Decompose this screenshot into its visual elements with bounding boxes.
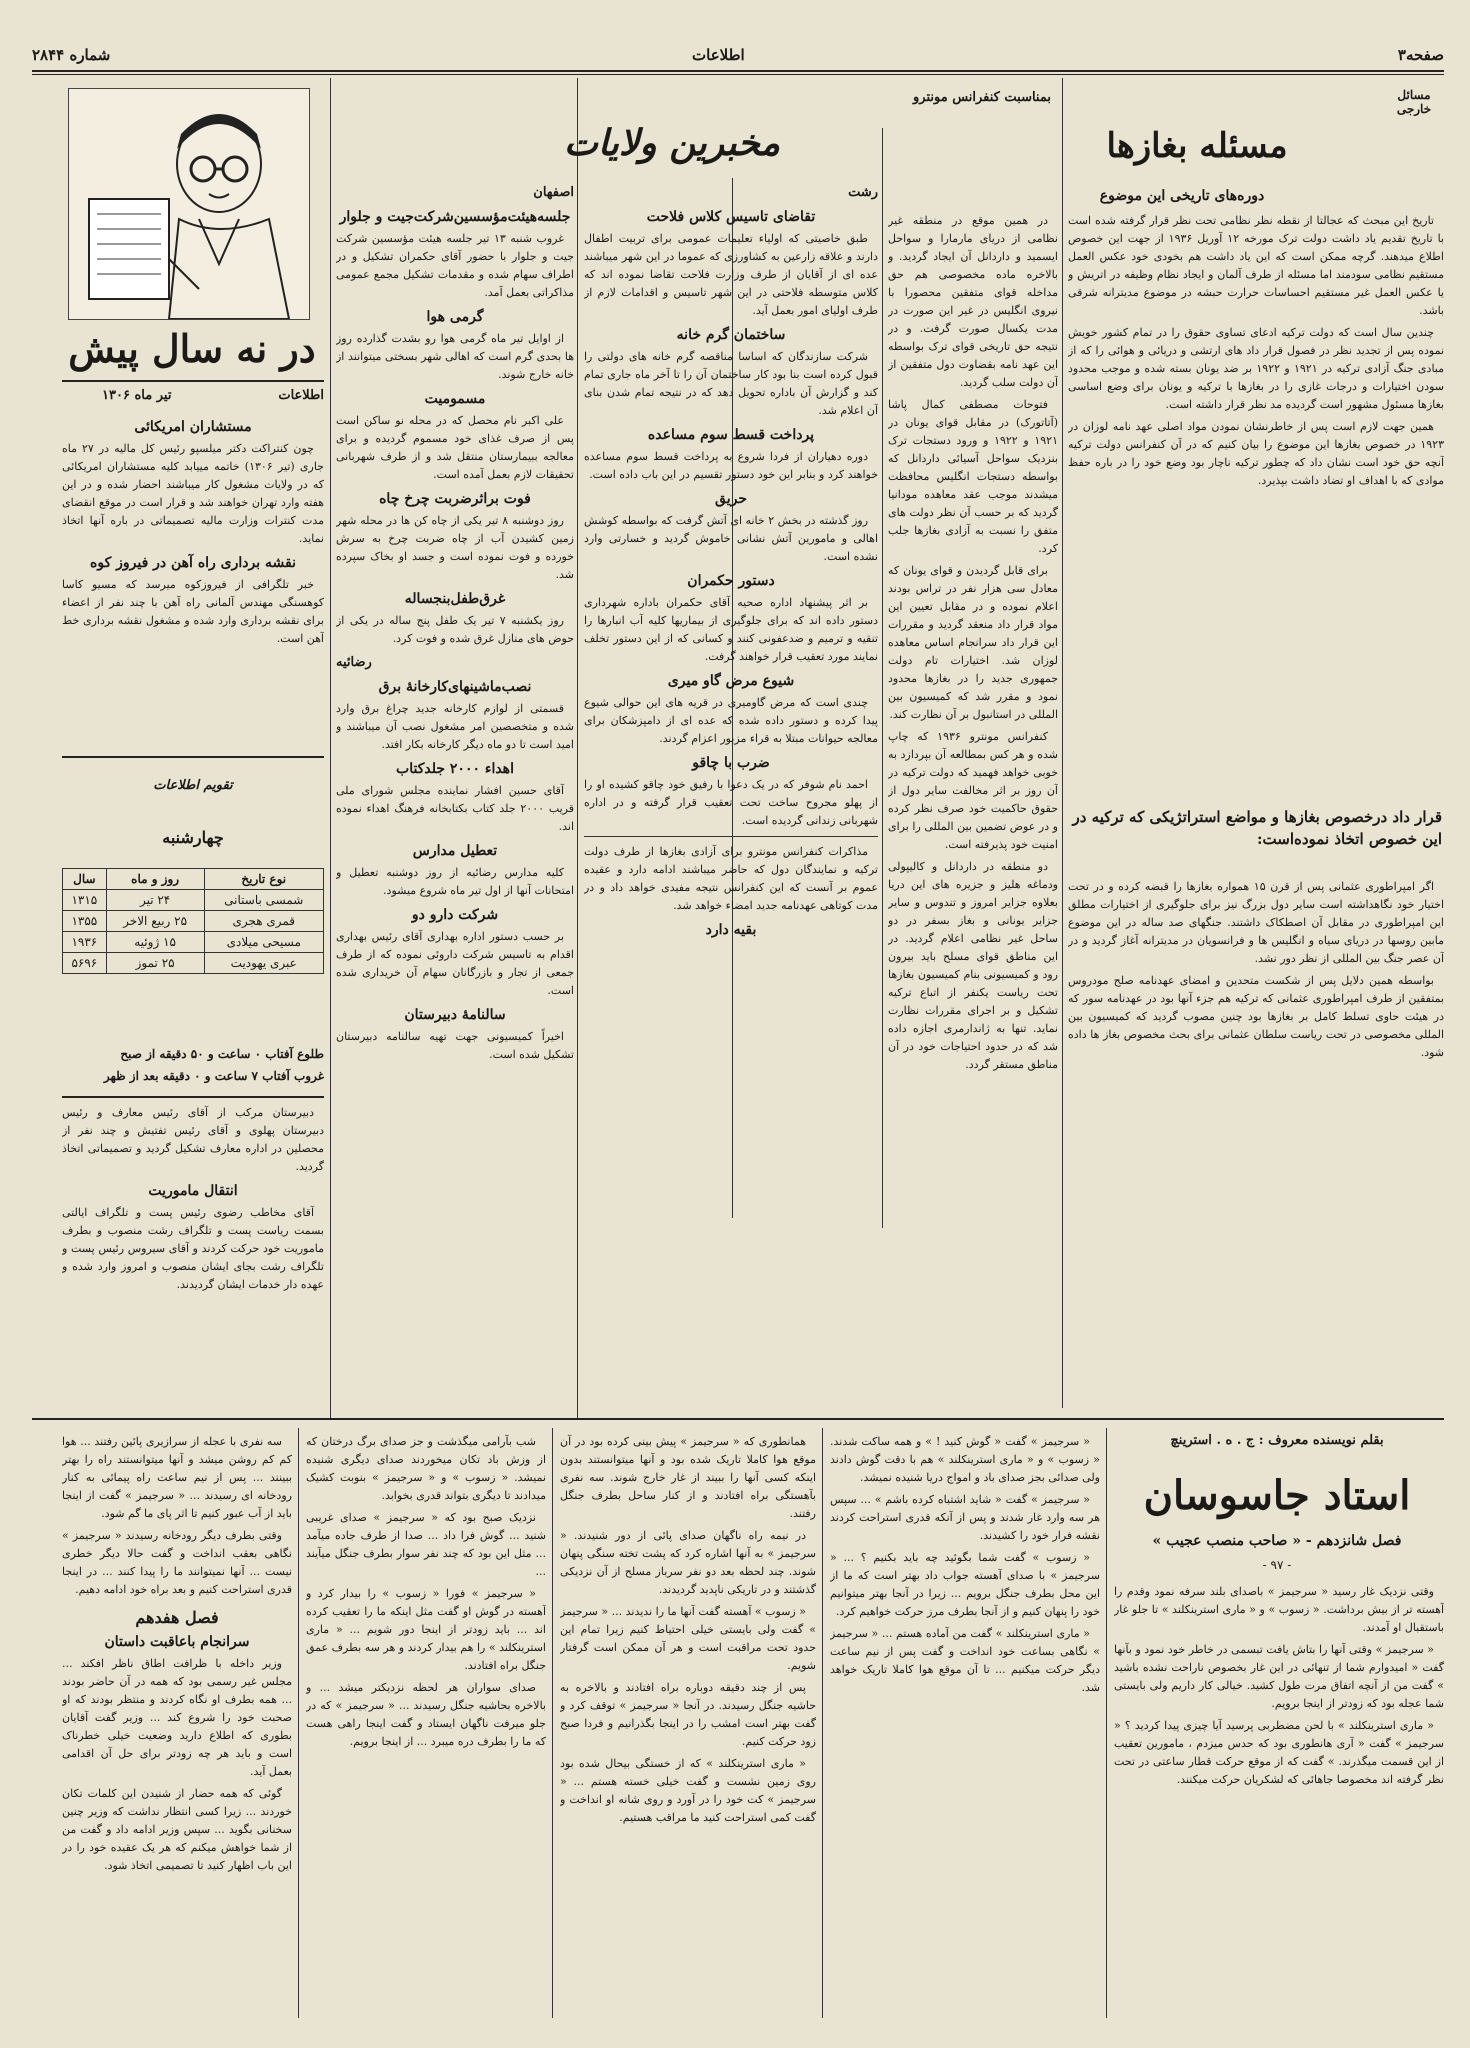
col-rule — [882, 128, 883, 1228]
paragraph: خبر تلگرافی از فیروزکوه میرسد که مسیو کاسا کوهسنگی مهندس آلمانی راه آهن با چند نفر از اعضاء برای نقشه برداری وارد شده و مشغول نقشه برداری خط آهن است. — [62, 578, 324, 645]
paragraph: آقای مخاطب رضوی رئیس پست و تلگراف ایالتی بسمت ریاست پست و تلگراف رشت منصوب و بطرف ماموریت خود حرکت کردند و آقای سیروس رئیس پست و تلگراف رشت بجای ایشان منصوب و امروز وارد شده و عهده دار خدمات ایشان گردیدند. — [62, 1206, 324, 1291]
table-row — [63, 911, 324, 932]
header-rule — [32, 70, 1444, 72]
city-heading: اصفهان — [533, 185, 574, 200]
news-heading: دستور حکمران — [687, 573, 775, 589]
paragraph: اخیراً کمیسیونی جهت تهیه سالنامه دبیرستان تشکیل شده است. — [336, 1030, 574, 1061]
news-heading: مستشاران امریکائی — [134, 419, 252, 435]
calendar-table-wrap — [62, 868, 324, 974]
paragraph: پس از چند دقیقه دوباره براه افتادند و بالاخره به حاشیه جنگل رسیدند. در آنجا « سرجیمز » توقف کرد و گفت بهتر است امشب را در اینجا بگذرانیم و فردا صبح زود حرکت کنیم. — [560, 1681, 816, 1748]
foreign-col-2 — [888, 212, 1058, 1402]
sunset-time: غروب آفتاب ۷ ساعت و ۰ دقیقه بعد از ظهر — [103, 1069, 324, 1083]
paragraph: آقای حسین افشار نماینده مجلس شورای ملی قریب ۲۰۰۰ جلد کتاب بکتابخانه فرهنگ اهداء نموده اند. — [336, 784, 574, 833]
man-reading-newspaper-icon — [69, 89, 309, 319]
past-date: تیر ماه ۱۳۰۶ — [102, 388, 172, 403]
table-header: سال — [63, 869, 107, 890]
news-heading: نصب‌ماشینهای‌کارخانهٔ برق — [378, 679, 532, 695]
table-cell: ۲۵ تموز — [106, 953, 204, 974]
paragraph: « سرجیمز » گفت « گوش کنید ! » و همه ساکت شدند. « زسوب » و « ماری استرینکلند » هم با دقت گوش دادند ولی صدائی بجز صدای باد و امواج دریا شنیده نمیشد. — [830, 1435, 1100, 1484]
news-heading: سالنامهٔ دبیرستان — [404, 1007, 506, 1023]
news-heading: شیوع مرض گاو میری — [667, 673, 795, 689]
news-heading: فوت براثرضربت چرخ چاه — [379, 491, 531, 507]
paragraph: علی اکبر نام محصل که در محله نو ساکن است پس از صرف غذای خود مسموم گردیده و برای معالجه ببیمارستان منتقل شد و از طرف شهربانی تحقیقات لازم بعمل آمده است. — [336, 414, 574, 481]
paragraph: کلیه مدارس رضائیه از روز دوشنبه تعطیل و امتحانات آنها از اول تیر ماه شروع میشود. — [336, 866, 574, 897]
paragraph: در نیمه راه ناگهان صدای پائی از دور شنیدند. « سرجیمز » به آنها اشاره کرد که پشت تخته سنگی پنهان شوند. چند لحظه بعد دو نفر سرباز مسلح از آن نزدیکی گذشتند و در تاریکی ناپدید گردیدند. — [560, 1529, 816, 1596]
table-row — [63, 953, 324, 974]
news-heading: انتقال ماموریت — [148, 1183, 238, 1199]
chapter-subheading: سرانجام باعاقبت داستان — [104, 1634, 250, 1650]
paragraph: گوئی که همه حضار از شنیدن این کلمات تکان خوردند ... زیرا کسی انتظار نداشت که وزیر چنین سخنانی بگوید ... سپس وزیر ادامه داد و گفت من از شما خواهش میکنم که هر یک عقیده خود را در این باب اظهار کنید تا تصمیمی اتخاذ شود. — [62, 1787, 292, 1872]
story-title: استاد جاسوسان — [1143, 1472, 1411, 1519]
foreign-subtitle: دوره‌های تاریخی این موضوع — [1099, 188, 1265, 204]
paragraph: غروب شنبه ۱۳ تیر جلسه هیئت مؤسسین شرکت جیت و جلوار با حضور آقای حکمران تشکیل و در اطراف سهام شده و مقدمات تشکیل مجمع عمومی مذاکراتی بعمل آمد. — [336, 232, 574, 299]
col-rule — [330, 78, 331, 1418]
issue-number: شماره ۲۸۴۴ — [32, 46, 111, 64]
sun-times — [62, 1043, 324, 1087]
news-heading: اهداء ۲۰۰۰ جلدکتاب — [396, 761, 514, 777]
weekday: چهارشنبه — [162, 828, 224, 847]
paragraph: برای قابل گردیدن و قوای یونان که معادل سی هزار نفر در تراس بودند اعلام نموده و در مقابل تعیین این مواد قرار داد منعقد گردید و مقررات این قرار داد سرانجام اساس معاهده لوزان شد. اختیارات تام دولت جمهوری جدید را در بغازها محدود نمود و مقرر شد که کمیسیون بین المللی در استانبول بر آن نظارت کند. — [888, 564, 1058, 721]
news-heading: نقشه برداری راه آهن در فیروز کوه — [90, 555, 296, 571]
foreign-title: مسئله بغازها — [1106, 126, 1288, 166]
paragraph: نزدیک صبح بود که « سرجیمز » صدای غریبی شنید ... گوش فرا داد ... صدا از طرف جاده میآمد ... مثل این بود که چند نفر سوار بطرف جنگل میآیند ... — [306, 1511, 546, 1578]
table-cell: ۱۵ ژوئیه — [106, 932, 204, 953]
table-cell: ۲۴ تیر — [106, 890, 204, 911]
story-col-5 — [62, 1433, 292, 2018]
news-heading: تقاضای تاسیس کلاس فلاحت — [646, 209, 816, 225]
foreign-kicker: بمناسبت کنفرانس مونترو — [913, 90, 1051, 105]
paragraph: شرکت سازندگان که اساسا مناقصه گرم خانه های دولتی را قبول کرده است بنا بود کار ساختمان آن را تا آخر ماه جاری تمام کند و گزارش آن باداره تحویل دهد که در نتیجه تمام شدن بنای آن اعلام شد. — [584, 350, 878, 417]
paragraph: کنفرانس مونترو ۱۹۳۶ که چاپ شده و هر کس بمطالعه آن بپردازد به خوبی خواهد فهمید که دولت ترکیه در آن روز بر اثر مخالفت سایر دول از حقوق حاکمیت خود صرف نظر کرده و در عوض تضمین بین المللی را برای امنیت خود پذیرفته است. — [888, 730, 1058, 851]
col-rule — [577, 78, 578, 1418]
paragraph: « ماری استرینکلند » گفت من آماده هستم ... « سرجیمز » نگاهی بساعت خود انداخت و گفت پس از نیم ساعت دیگر حرکت میکنیم ... تا آن موقع هوا کاملا تاریک خواهد شد. — [830, 1627, 1100, 1694]
paragraph: بر حسب دستور اداره بهداری آقای رئیس بهداری اقدام به تاسیس شرکت داروئی نموده که از طرف جمعی از تجار و بازرگانان سهام آن خریداری شده است. — [336, 930, 574, 997]
sunrise-time: طلوع آفتاب ۰ ساعت و ۵۰ دقیقه از صبح — [120, 1047, 324, 1061]
divider — [62, 380, 324, 382]
isfahan-column — [336, 178, 574, 1408]
news-heading: ضرب با چاقو — [692, 755, 770, 771]
calendar-table — [62, 868, 324, 974]
rasht-column — [584, 178, 878, 1408]
paragraph: بواسطه همین دلایل پس از شکست متحدین و امضای عهدنامه صلح مودروس بمتفقین از طرف امپراطوری عثمانی که ترکیه هم جزء آنها بود در عهدنامه سور که در هیئت حاوی تسلط کامل بر بغازها بود چنین مصوب گردید که کمیسیون بین المللی مخصوصی در تحت ریاست سلطان عثمانی برای بحث مخصوص بغاز ها داده شود. — [1068, 974, 1444, 1059]
foreign-col-1 — [1068, 212, 1444, 802]
divider — [62, 756, 324, 758]
table-header: روز و ماه — [106, 869, 204, 890]
paragraph: وقتی بطرف دیگر رودخانه رسیدند « سرجیمز » نگاهی بعقب انداخت و گفت حالا دیگر خطری نیست ... آنها نمیتوانند ما را پیدا کنند ... در اینجا قدری استراحت کنیم و بعد براه خود ادامه دهیم. — [62, 1529, 292, 1596]
header-rule-thin — [32, 74, 1444, 75]
table-cell: ۱۳۵۵ — [63, 911, 107, 932]
paragraph: روز گذشته در بخش ۲ خانه ای آتش گرفت که بواسطه کوشش اهالی و مامورین آتش نشانی خاموش گردید و خسارتی وارد نشده است. — [584, 514, 878, 563]
paragraph: وزیر داخله با ظرافت اطاق ناظر افکند ... مجلس غیر رسمی بود که همه در آن حاضر بودند ... همه بطرف او نگاه کردند و منتظر بودند که او صحبت خود را شروع کند ... وزیر گفت آقایان بطوری که اطلاع دارید وضعیت خیلی خطرناک است و باید هر چه زودتر برای حل آن اقدامی بعمل آید. — [62, 1657, 292, 1778]
news-heading: جلسه‌هیئت‌مؤسسین‌شرکت‌جیت و جلوار — [339, 209, 571, 225]
past-dateline — [62, 388, 324, 408]
paragraph: « ماری استرینکلند » با لحن مضطربی پرسید آیا چیزی پیدا کردید ؟ « سرجیمز » گفت « آری هانطوری بود که حدس میزدم ، مامورین تعقیب از این قسمت میگذرند. » گفت که از موقع حرکت قطار ساعتی در تحت نظر گرفته اند مخصوصا جاهائی که لشکریان حرکت میکنند. — [1114, 1719, 1444, 1786]
foreign-section-label: مسائل خارجی — [1396, 88, 1432, 116]
table-row — [63, 890, 324, 911]
paragraph: « زسوب » آهسته گفت آنها ما را ندیدند ... « سرجیمز » گفت ولی بایستی خیلی احتیاط کنیم زیرا تمام این حدود تحت مراقبت است و هر آن ممکن است گرفتار شویم. — [560, 1605, 816, 1672]
paragraph: در همین موقع در منطقه غیر نظامی از دریای مارمارا و سواحل ایسمید و داردانل آن ایجاد گردید. و بالاخره ماده مخصوصی هم حق مداخله قوای متفقین محصورا با نیروی انگلیس در غیر این صورت در مدت یکسال صورت گرفت. و در نتیجه حق تاریخی قوای ترک بواسطه این عهد نامه بقضاوت دول متفقین از آن دولت سلب گردید. — [888, 214, 1058, 389]
col-rule — [298, 1428, 299, 2018]
story-rule — [32, 1418, 1444, 1420]
paragraph: چندی است که مرض گاومیری در قریه های این حوالی شیوع پیدا کرده و دستور داده شده که عده ای از دامپزشکان برای معالجه حیوانات مبتلا به قراء مزبور اعزام گردند. — [584, 696, 878, 745]
cartoon-illustration — [68, 88, 310, 320]
paragraph: روز دوشنبه ۸ تیر یکی از چاه کن ها در محله شهر زمین کشیدن آب از چاه ضربت چرخ به سرش خورده و فوت نموده است و جسد او بخاک سپرده شد. — [336, 514, 574, 581]
news-heading: تعطیل مدارس — [412, 843, 498, 859]
city-heading: رضائیه — [336, 655, 372, 670]
paragraph: سه نفری با عجله از سرازیری پائین رفتند ... هوا کم کم روشن میشد و آنها میتوانستند راه را بهتر ببینند ... پس از نیم ساعت راه پیمائی به کنار رودخانه ای رسیدند ... « سرجیمز » گفت از اینجا باید از آب عبور کنیم تا اثر پای ما گم شود. — [62, 1435, 292, 1520]
table-cell: ۲۵ ربیع الاخر — [106, 911, 204, 932]
col-rule — [1062, 78, 1063, 1408]
continued-label: بقیه دارد — [705, 922, 757, 938]
news-heading: پرداخت قسط سوم مساعده — [647, 427, 815, 443]
paragraph: « زسوب » گفت شما بگوئید چه باید بکنیم ؟ ... « سرجیمز » با صدای آهسته جواب داد بهتر است که ما از این محل بطرف جنگل برویم ... زیرا در آنجا بهتر میتوانیم خود را پنهان کنیم و از آنجا بطرف مرز حرکت خواهیم کرد. — [830, 1551, 1100, 1618]
news-heading: گرمی هوا — [426, 309, 484, 325]
table-row — [63, 932, 324, 953]
paragraph: قسمتی از لوازم کارخانه جدید چراغ برق وارد شده و متخصصین امر مشغول نصب آن میباشند و امید است تا دو ماه دیگر کارخانه بکار افتد. — [336, 702, 574, 751]
table-cell: ۱۳۱۵ — [63, 890, 107, 911]
paragraph: اگر امپراطوری عثمانی پس از قرن ۱۵ همواره بغازها را قبضه کرده و در تحت اختیار خود نگاهداشته است سایر دول بزرگ نیز برای جلوگیری از اختیارات مطلق این امپراطوری در مقابل آن اصطکاک داشتند. جنگهای صد ساله در این موضوع مابین روسها در دریای سیاه و انگلیس ها و فرانسویان در مدیترانه آغاز گردید و در آن عصر جنگ بین المللی از نظر دور نشد. — [1068, 880, 1444, 965]
paragraph: چندین سال است که دولت ترکیه ادعای تساوی حقوق را در تمام کشور خویش نموده پس از تجدید نظر در فصول قرار داد های ارتشی و دریائی و هوائی را که از مبادی جنگ آزادی ترکیه در ۱۹۲۱ و ۱۹۲۲ بر ضد یونان بسته شده و موجب محدود سودن اختیارات و درجات غازی را در بغازها با ترکیه و یونان برای وضع اساسی بغازها مسئول مشهور است گردیده مد نظر قرار داشته است. — [1068, 326, 1444, 411]
paper-name: اطلاعات — [692, 46, 745, 64]
col-rule — [552, 1428, 553, 2018]
news-heading: ساختمان گرم خانه — [676, 327, 786, 343]
divider — [62, 1096, 324, 1098]
paragraph: احمد نام شوفر که در یک دعوا با رفیق خود چاقو کشیده او را از پهلو مجروح ساخت تحت تعقیب قرار گرفته و در اداره شهربانی زندانی گردیده است. — [584, 778, 878, 827]
paragraph: صدای سواران هر لحظه نزدیکتر میشد ... و بالاخره بحاشیه جنگل رسیدند ... « سرجیمز » که در جلو میرفت ناگهان ایستاد و گفت اینجا راهی هست که ما را بطرف دره میبرد ... از اینجا برویم. — [306, 1681, 546, 1748]
divider — [584, 836, 878, 837]
story-author: بقلم نویسنده معروف : ج . ه . استرینچ — [1170, 1433, 1384, 1448]
col-rule — [1106, 1428, 1107, 2018]
chapter-heading: فصل هفدهم — [135, 1608, 219, 1627]
page-number: صفحه۳ — [1397, 46, 1444, 64]
paragraph: همانطوری که « سرجیمز » پیش بینی کرده بود در آن موقع هوا کاملا تاریک شده بود و آنها میتوانستند بدون اینکه کسی آنها را ببیند از غار خارج شوند. سه نفری بآهستگی براه افتادند و از کنار ساحل بطرف جنگل رفتند. — [560, 1435, 816, 1520]
table-cell: ۵۶۹۶ — [63, 953, 107, 974]
paragraph: مذاکرات کنفرانس مونترو برای آزادی بغازها از طرف دولت ترکیه و نمایندگان دول که حاضر میباشند ادامه دارد و عقیده عموم بر آنست که این کنفرانس نتیجه مفیدی خواهد داد و در مدت کوتاهی عهدنامه جدید امضاء خواهد شد. — [584, 845, 878, 912]
foreign-subhead: قرار داد درخصوص بغازها و مواضع استراتژیکی که ترکیه در این خصوص اتخاذ نموده‌است: — [1072, 808, 1442, 848]
story-col-4 — [306, 1433, 546, 2018]
paragraph: فتوحات مصطفی کمال پاشا (آتاتورک) در مقابل قوای یونان در ۱۹۲۱ و ۱۹۲۲ و ورود دستجات ترک بنزدیک سواحل آسیائی داردانل که بواسطه دستجات انگلیس محافظت میشدند موجب عقد معاهده مودانیا گردید که بر حسب آن نظر دولت های متفق را نسبت به آزادی بغازها جلب کرد. — [888, 398, 1058, 555]
story-chapter: فصل شانزدهم - « صاحب منصب عجیب » — [1152, 1533, 1402, 1549]
paragraph: « ماری استرینکلند » که از خستگی بیحال شده بود روی زمین نشست و گفت خیلی خسته هستم ... « سرجیمز » کت خود را در آورد و روی شانه او انداخت و گفت کمی استراحت کنید ما مراقب هستیم. — [560, 1757, 816, 1824]
paragraph: دو منطقه در داردانل و کالیپولی ودماغه هلیز و جزیره های این دریا بعلاوه جزایر امروز و تندوس و سایر جزایر یونانی و بغاز بسفر در دو ساحل غیر نظامی اعلام گردید. در این مناطق قوای مسلح باید بیرون رود و کمیسیونی بنام کمیسیون بغازها تحت ریاست یکنفر از اتباع ترکیه تشکیل و بر اجرای مقررات نظارت نماید. تنها به ژاندارمری اجازه داده شد که در حدود احتیاجات خود در آن مناطق مستقر گردد. — [888, 860, 1058, 1071]
table-cell: عبری یهودیت — [204, 953, 324, 974]
past-paper: اطلاعات — [278, 388, 324, 403]
past-column — [62, 412, 324, 752]
city-heading: رشت — [848, 185, 878, 200]
paragraph: « سرجیمز » فورا « زسوب » را بیدار کرد و آهسته در گوش او گفت مثل اینکه ما را تعقیب کرده اند ... باید زودتر از اینجا دور شویم ... « ماری استرینکلند » را هم بیدار کردند و هر سه بطرف عمق جنگل براه افتادند. — [306, 1587, 546, 1672]
page-header — [32, 28, 1444, 72]
story-col-1 — [1114, 1583, 1444, 2018]
left-news-column — [62, 1104, 324, 1414]
paragraph: « سرجیمز » وقتی آنها را بتاش یافت تبسمی در خاطر خود نمود و بآنها گفت « امیدوارم شما از تنهائی در این غار بخصوص ناراحت نشده باشید » گفت من از آنچه اتفاق مرت طول کشید. خیالی کار داریم ولی بایستی شما عجله بود که زودتر از اینجا برویم. — [1114, 1643, 1444, 1710]
paragraph: همین جهت لازم است پس از خاطرنشان نمودن مواد اصلی عهد نامه لوزان در ۱۹۲۳ در خصوص بغازها این موضوع را بیان کنیم که در آن کنفرانس دولت ترکیه آنچه حق خود است نشان داد که چطور ترکیه ناچار بود وضع خود را در باره حفظ موادی که با اهداف او تضاد داشت بپذیرد. — [1068, 420, 1444, 487]
story-number: - ۹۷ - — [1262, 1558, 1292, 1572]
provinces-title: مخبرین ولایات — [564, 122, 780, 164]
table-cell: قمری هجری — [204, 911, 324, 932]
calendar-title: تقویم اطلاعات — [153, 778, 233, 793]
paragraph: بر اثر پیشنهاد اداره صحیه آقای حکمران باداره شهرداری دستور داده اند که برای جلوگیری از بیماریها کلیه آب انبارها را تنقیه و ترمیم و ضدعفونی کنند و کسانی که از این دستور تخلف نمایند مورد تعقیب قرار خواهند گرفت. — [584, 596, 878, 663]
paragraph: دبیرستان مرکب از آقای رئیس معارف و رئیس دبیرستان پهلوی و آقای رئیس تفتیش و چند نفر از محصلین در اداره معارف تشکیل گردید و تصمیماتی اتخاذ گردید. — [62, 1106, 324, 1173]
table-cell: شمسی باستانی — [204, 890, 324, 911]
news-heading: مسمومیت — [424, 391, 486, 407]
news-heading: غرق‌طفل‌بنجساله — [404, 591, 506, 607]
col-rule — [822, 1428, 823, 2018]
foreign-col-1b — [1068, 878, 1444, 1408]
paragraph: طبق خاصیتی که اولیاء تعلیمات عمومی برای تربیت اطفال دارند و علاقه زارعین به کشاورزی که عموما در این شهر میباشند عده ای از آقایان از طرف وزارت فلاحت تقاضا نموده اند که کلاس متوسطه فلاحتی در این شهر تاسیس و اقدامات لازم از طرف اولیای امور بعمل آید. — [584, 232, 878, 317]
story-col-3 — [560, 1433, 816, 2018]
table-cell: مسیحی میلادی — [204, 932, 324, 953]
paragraph: شب بآرامی میگذشت و جز صدای برگ درختان که از وزش باد تکان میخوردند صدای دیگری شنیده نمیشد. « زسوب » و « سرجیمز » بنوبت کشیک میدادند تا دیگری بتواند قدری بخوابد. — [306, 1435, 546, 1502]
paragraph: از اوایل تیر ماه گرمی هوا رو بشدت گذارده روز ها بحدی گرم است که اهالی شهر بسختی میتوانند از خانه خارج شوند. — [336, 332, 574, 381]
paragraph: دوره دهیاران از فردا شروع به پرداخت قسط سوم مساعده خواهند کرد و بنابر این خود دستور تقسیم در این باب داده است. — [584, 450, 878, 481]
news-heading: حریق — [715, 491, 747, 507]
paragraph: وقتی نزدیک غار رسید « سرجیمز » باصدای بلند سرفه نمود وقدم را آهسته تر از بیش برداشت. « زسوب » و « ماری استرینکلند » تا جلو غار باستقبال او آمدند. — [1114, 1585, 1444, 1634]
paragraph: تاریخ این مبحث که عجالتا از نقطه نظر نظامی تحت نظر قرار گرفته شده است با تاریخ تقدیم یاد داشت دولت ترک مورخه ۱۲ آوریل ۱۹۳۶ از جهت این خصوص اطلاع میدهند. گرچه ممکن است که این یاد داشت هم بخودی خود عکس العمل مستقیم نظامی سودمند اما مسئله از طرف آلمان و ایجاد نظام وظیفه در اتریش و یا عکس العمل غیر مستقیم احساسات حرارت حبشه در موضوع مدیترانه شرقی باشد. — [1068, 214, 1444, 317]
paragraph: چون کنتراکت دکتر میلسپو رئیس کل مالیه در ۲۷ ماه جاری (تیر ۱۳۰۶) خاتمه مییابد کلیه مستشاران امریکائی که در ولایات مشغول کار میباشند احضار شده و در این هفته وارد تهران خواهند شد و قرار است در موقع انقضای مدت کنترات وزارت مالیه تصمیماتی در باره آنها اتخاذ نماید. — [62, 442, 324, 545]
table-cell: ۱۹۳۶ — [63, 932, 107, 953]
newspaper-page — [32, 28, 1444, 2024]
paragraph: روز یکشنبه ۷ تیر یک طفل پنج ساله در یکی از حوض های منازل غرق شده و فوت کرد. — [336, 614, 574, 645]
table-header: نوع تاریخ — [204, 869, 324, 890]
past-title: در نه سال پیش — [68, 326, 316, 371]
news-heading: شرکت دارو دو — [411, 907, 499, 923]
paragraph: « سرجیمز » گفت « شاید اشتباه کرده باشم » ... سپس هر سه وارد غار شدند و پس از آنکه قدری استراحت کردند نقشه فرار خود را کشیدند. — [830, 1493, 1100, 1542]
story-col-2 — [830, 1433, 1100, 2018]
